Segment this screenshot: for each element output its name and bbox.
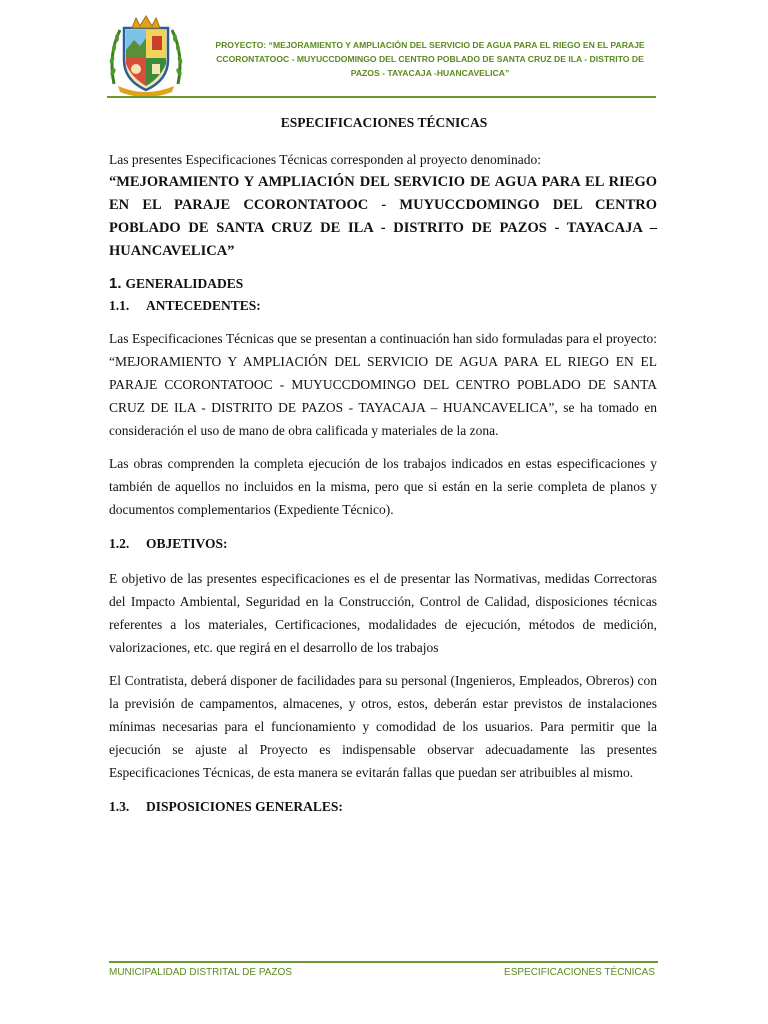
antecedentes-paragraph: Las Especificaciones Técnicas que se presentan a continuación han sido formuladas para el proyecto: “MEJORAMIENTO Y AMPLIACIÓN DEL SERVICIO DE AGUA PARA EL RIEGO EN EL PARAJE CCORONTATOOC - MUYUCCDOMINGO DEL CENTRO POBLADO DE SANTA CRUZ DE ILA - DISTRITO DE PAZOS - TAYACAJA – HUANCAVELICA”, se ha tomado en consideración el uso de mano de obra calificada y materiales de la zona.: [109, 331, 657, 438]
intro-paragraph: Las presentes Especificaciones Técnicas corresponden al proyecto denominado:: [109, 152, 541, 167]
header-divider: [107, 96, 656, 98]
section-heading-generalidades: [109, 273, 657, 295]
section-title: GENERALIDADES: [125, 276, 244, 291]
section-number: 1.: [109, 275, 122, 292]
page-header: [100, 10, 660, 98]
subsection-number: 1.1.: [109, 298, 130, 313]
subsection-title: OBJETIVOS:: [146, 536, 228, 551]
footer-divider: [109, 961, 658, 963]
project-heading: [200, 38, 660, 80]
project-heading-line: CCORONTATOOC - MUYUCCDOMINGO DEL CENTRO POBLADO DE SANTA CRUZ DE ILA - DISTRITO DE: [216, 54, 644, 64]
document-title: ESPECIFICACIONES TÉCNICAS: [280, 115, 488, 130]
footer-document-name: ESPECIFICACIONES TÉCNICAS: [504, 967, 655, 978]
subsection-heading-disposiciones: [109, 796, 657, 818]
footer-municipality: MUNICIPALIDAD DISTRITAL DE PAZOS: [109, 967, 292, 978]
subsection-heading-objetivos: [109, 533, 657, 555]
subsection-title: ANTECEDENTES:: [146, 298, 261, 313]
subsection-title: DISPOSICIONES GENERALES:: [146, 799, 343, 814]
subsection-heading-antecedentes: [109, 295, 657, 317]
project-heading-line: PAZOS - TAYACAJA -HUANCAVELICA”: [350, 68, 510, 78]
objetivos-paragraph: El Contratista, deberá disponer de facilidades para su personal (Ingenieros, Empleados, Obreros) con la previsión de campamentos, almacenes, y otros, estos, deberán estar previstos de instalaciones mínimas necesarias para el funcionamiento y comodidad de los usuarios. Para permitir que la ejecución se ajuste al Proyecto es indispensable observar adecuadamente las presentes Especificaciones Técnicas, de esta manera se evitarán fallas que puedan ser atribuibles al mismo.: [109, 673, 657, 780]
objetivos-paragraph: E objetivo de las presentes especificaciones es el de presentar las Normativas, medidas Correctoras del Impacto Ambiental, Seguridad en la Construcción, Control de Calidad, disposiciones técnicas referentes a los materiales, Certificaciones, modalidades de ejecución, métodos de medición, valorizaciones, etc. que regirá en el desarrollo de los trabajos: [109, 571, 657, 655]
project-heading-line: PROYECTO: “MEJORAMIENTO Y AMPLIACIÓN DEL SERVICIO DE AGUA PARA EL RIEGO EN EL PARAJE: [215, 40, 645, 50]
document-body: [109, 148, 657, 818]
subsection-number: 1.3.: [109, 799, 130, 814]
antecedentes-paragraph: Las obras comprenden la completa ejecución de los trabajos indicados en estas especificaciones y también de aquellos no incluidos en la misma, pero que si están en la serie completa de planos y documentos complementarios (Expediente Técnico).: [109, 456, 657, 517]
project-name: “MEJORAMIENTO Y AMPLIACIÓN DEL SERVICIO DE AGUA PARA EL RIEGO EN EL PARAJE CCORONTATOOC - MUYUCCDOMINGO DEL CENTRO POBLADO DE SANTA CRUZ DE ILA - DISTRITO DE PAZOS - TAYACAJA – HUANCAVELICA”: [109, 174, 657, 259]
municipal-crest-icon: [106, 14, 186, 96]
subsection-number: 1.2.: [109, 536, 130, 551]
